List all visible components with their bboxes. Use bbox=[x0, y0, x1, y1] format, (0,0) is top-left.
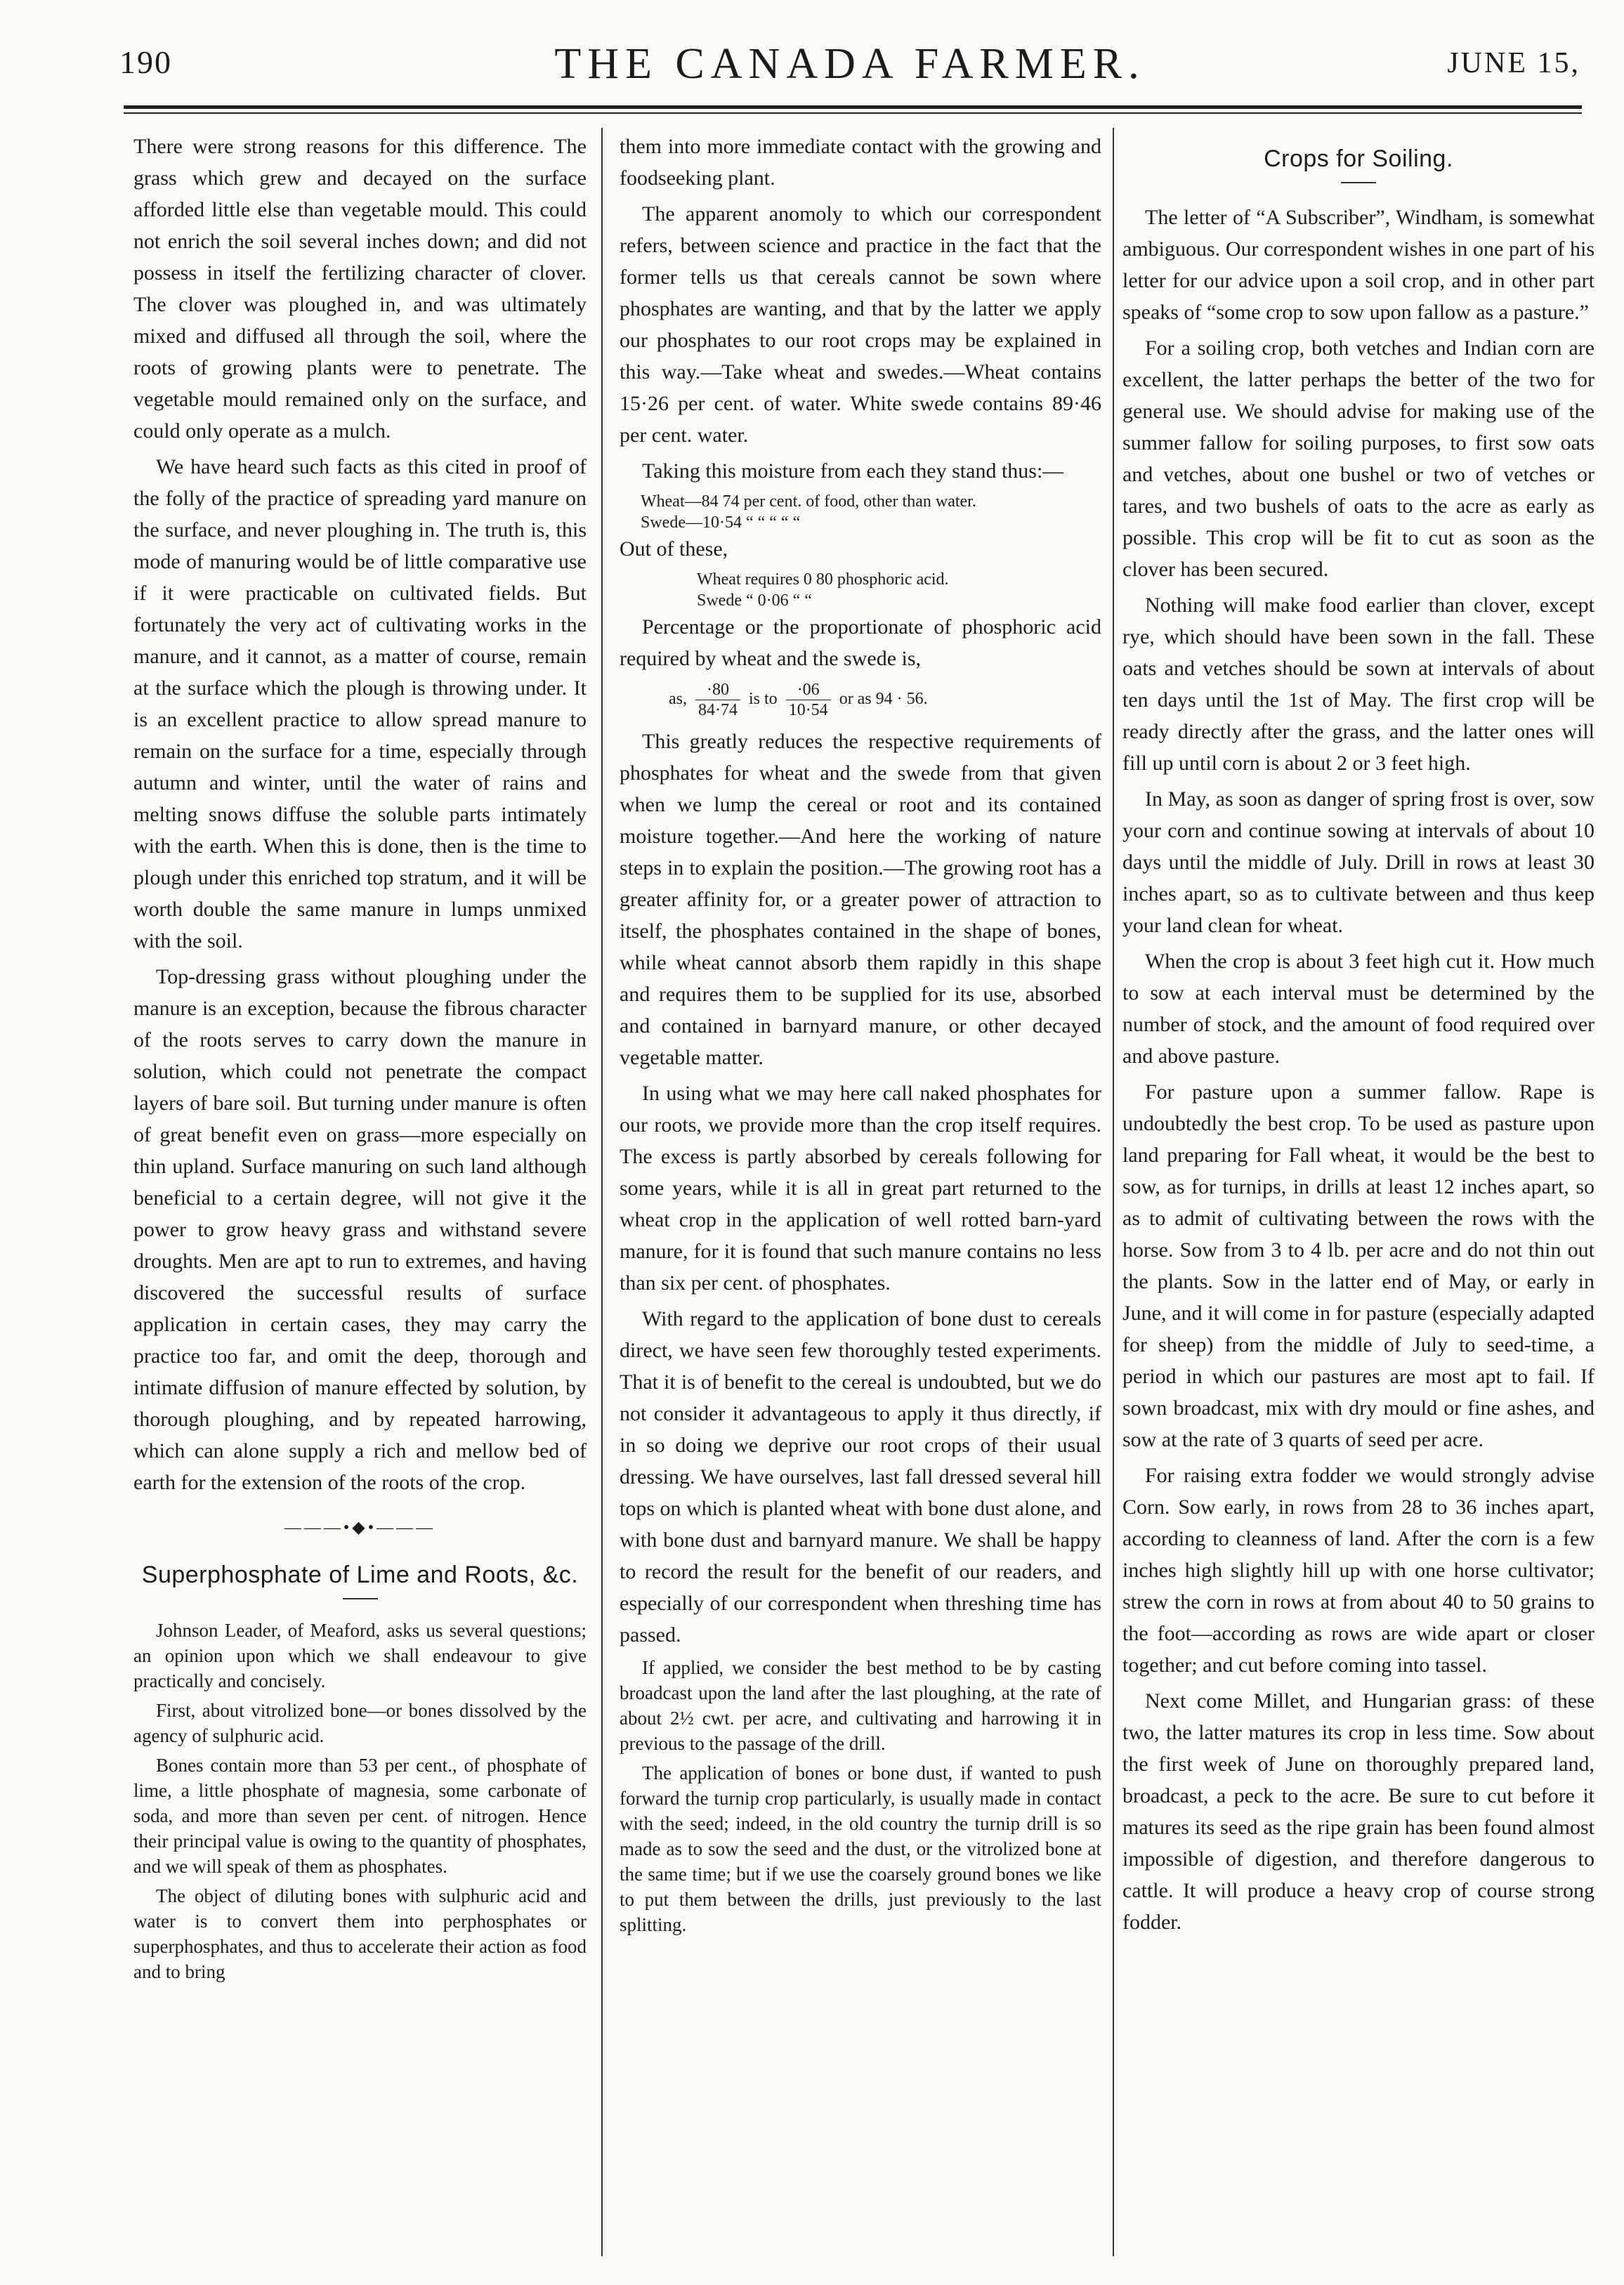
page-number: 190 bbox=[119, 44, 172, 80]
table-row: Swede “ 0·06 “ “ bbox=[697, 591, 812, 610]
paragraph: If applied, we consider the best method to be by casting broadcast upon the land after the last ploughing, at the rate of about 2½ cwt. per acre, and cultivating and harrowing it in previous to the passage of the drill. bbox=[620, 1657, 1101, 1754]
paragraph: The apparent anomoly to which our correspondent refers, between science and practice in the fact that the former tells us that cereals cannot be sown where phosphates are wanting, and that by the latter we apply our phosphates to our root crops may be explained in this way.—Take wheat and swedes.—Wheat contains 15·26 per cent. of water. White swede contains 89·46 per cent. water. bbox=[620, 202, 1101, 447]
newspaper-title: THE CANADA FARMER. bbox=[554, 40, 1146, 88]
paragraph: The object of diluting bones with sulphuric acid and water is to convert them into perphosphates or superphosphates, and thus to accelerate their action as food and to bring bbox=[133, 1885, 587, 1982]
paragraph: For raising extra fodder we would strongly advise Corn. Sow early, in rows from 28 to 36 inches apart, according to cleanness of land. After the corn is a few inches high slightly hill up with one horse cultivator; strew the corn in rows at from about 40 to 50 grains to the foot—according as rows are wide apart or closer together; and cut before coming into tassel. bbox=[1122, 1464, 1594, 1677]
table-row: Wheat—84 74 per cent. of food, other than water. bbox=[641, 492, 976, 511]
issue-date: JUNE 15, bbox=[1447, 47, 1580, 79]
heading-rule bbox=[343, 1598, 378, 1599]
paragraph: Out of these, bbox=[620, 537, 728, 561]
paragraph: Top-dressing grass without ploughing under the manure is an exception, because the fibrous character of the roots serves to carry down the manure in solution, which could not penetrate the compact layers of bare soil. But turning under manure is often of great benefit even on grass—more especially on thin upland. Surface manuring on such land although beneficial to a certain degree, will not give it the power to grow heavy grass and withstand severe droughts. Men are apt to run to extremes, and having discovered the successful results of surface application in certain cases, they may carry the practice too far, and omit the deep, thorough and intimate diffusion of manure effected by solution, by thorough ploughing, and by repeated harrowing, which can alone supply a rich and mellow bed of earth for the extension of the roots of the crop. bbox=[133, 965, 587, 1494]
heading-rule bbox=[1341, 182, 1376, 183]
paragraph: For pasture upon a summer fallow. Rape is undoubtedly the best crop. To be used as pasture upon land preparing for Fall wheat, it would be the best to sow, as for turnips, in drills at least 12 inches apart, so as to admit of cultivating between the rows with the horse. Sow from 3 to 4 lb. per acre and do not thin out the plants. Sow in the latter end of May, or early in June, and it will come in for pasture (especially adapted for sheep) from the middle of July to seed-time, a period in which our pastures are most apt to fail. If sown broadcast, mix with dry mould or fine ashes, and sow at the rate of 3 quarts of seed per acre. bbox=[1122, 1080, 1594, 1451]
paragraph: them into more immediate contact with the growing and foodseeking plant. bbox=[620, 135, 1101, 190]
column-3 bbox=[1122, 131, 1594, 2252]
page-header bbox=[119, 39, 1580, 107]
eq-text: as, bbox=[669, 690, 687, 709]
header-rule bbox=[124, 105, 1582, 109]
paragraph: Bones contain more than 53 per cent., of phosphate of lime, a little phosphate of magnesia, some carbonate of soda, and more than seven per cent. of nitrogen. Hence their principal value is owing to the quantity of phosphates, and we will speak of them as phosphates. bbox=[133, 1755, 587, 1877]
paragraph: We have heard such facts as this cited in proof of the folly of the practice of spreading yard manure on the surface, and never ploughing in. The truth is, this mode of manuring would be of little comparative use if it were practicable on cultivated fields. But fortunately the very act of cultivating works in the manure, and it cannot, as a matter of course, remain at the surface which the plough is throwing under. It is an excellent practice to allow spread manure to remain on the surface for a time, especially through autumn and winter, until the water of rains and melting snows diffuse the soluble parts intimately with the earth. When this is done, then is the time to plough under this enriched top stratum, and it will be worth double the same manure in lumps unmixed with the soil. bbox=[133, 455, 587, 952]
paragraph: With regard to the application of bone dust to cereals direct, we have seen few thoroughly tested experiments. That it is of benefit to the cereal is undoubted, but we do not consider it advantageous to apply it thus directly, if in so doing we deprive our root crops of their usual dressing. We have ourselves, last fall dressed several hill tops on which is planted wheat with bone dust alone, and with bone dust and barnyard manure. We shall be happy to record the result for the benefit of our readers, and especially of our correspondent when threshing time has passed. bbox=[620, 1307, 1101, 1646]
fraction bbox=[786, 680, 831, 720]
paragraph: In using what we may here call naked phosphates for our roots, we provide more than the crop itself requires. The excess is partly absorbed by cereals following for some years, while it is all in great part returned to the wheat crop in the application of well rotted barn-yard manure, for it is found that such manure contains no less than six per cent. of phosphates. bbox=[620, 1082, 1101, 1295]
column-1 bbox=[133, 131, 587, 2252]
paragraph: In May, as soon as danger of spring frost is over, sow your corn and continue sowing at intervals of about 10 days until the middle of July. Drill in rows at least 30 inches apart, so as to cultivate between and thus keep your land clean for wheat. bbox=[1122, 787, 1594, 937]
eq-text: or as 94 · 56. bbox=[839, 690, 928, 709]
paragraph: For a soiling crop, both vetches and Indian corn are excellent, the latter perhaps the better of the two for general use. We should advise for making use of the summer fallow for soiling purposes, to first sow oats and vetches, about one bushel or two of vetches or tares, and two bushels of oats to the acre as early as possible. This crop will be fit to cut as soon as the clover has been secured. bbox=[1122, 336, 1594, 581]
numerator: ·80 bbox=[695, 680, 740, 700]
table-row: Swede—10·54 “ “ “ “ “ bbox=[641, 513, 801, 532]
paragraph: This greatly reduces the respective requirements of phosphates for wheat and the swede from that given when we lump the cereal or root and its contained moisture together.—And here the working of nature steps in to explain the position.—The growing root has a greater affinity for, or a greater power of attraction to itself, the phosphates contained in the shape of bones, while wheat cannot absorb them rapidly in this shape and requires them to be supplied for its use, absorbed and contained in barnyard manure, or other decayed vegetable matter. bbox=[620, 730, 1101, 1069]
table-row: Wheat requires 0 80 phosphoric acid. bbox=[697, 570, 949, 589]
section-ornament: ———•◆•——— bbox=[284, 1519, 436, 1537]
paragraph: When the crop is about 3 feet high cut it. How much to sow at each interval must be determined by the number of stock, and the amount of food required over and above pasture. bbox=[1122, 950, 1594, 1068]
paragraph: The application of bones or bone dust, if wanted to push forward the turnip crop particularly, is usually made in contact with the seed; indeed, in the old country the turnip drill is so made as to sow the seed and the dust, or the vitrolized bone at the same time; but if we use the coarsely ground bones we like to put them between the drills, just previously to the last splitting. bbox=[620, 1762, 1101, 1935]
header-rule-thin bbox=[124, 112, 1582, 114]
fraction bbox=[695, 680, 740, 720]
paragraph: Percentage or the proportionate of phosphoric acid required by wheat and the swede is, bbox=[620, 615, 1101, 670]
paragraph: Taking this moisture from each they stand thus:— bbox=[642, 459, 1064, 483]
column-divider bbox=[1113, 128, 1114, 2256]
denominator: 10·54 bbox=[788, 701, 828, 719]
column-2 bbox=[620, 131, 1101, 2252]
equation bbox=[669, 680, 1101, 720]
paragraph: Johnson Leader, of Meaford, asks us several questions; an opinion upon which we shall endeavour to give practically and concisely. bbox=[133, 1620, 587, 1691]
article-heading: Superphosphate of Lime and Roots, &c. bbox=[141, 1561, 579, 1588]
numerator: ·06 bbox=[786, 680, 831, 700]
column-divider bbox=[601, 128, 603, 2256]
paragraph: The letter of “A Subscriber”, Windham, is somewhat ambiguous. Our correspondent wishes in one part of his letter for our advice upon a soil crop, and in other part speaks of “some crop to sow upon fallow as a pasture.” bbox=[1122, 206, 1594, 324]
article-heading: Crops for Soiling. bbox=[1264, 145, 1453, 172]
paragraph: First, about vitrolized bone—or bones dissolved by the agency of sulphuric acid. bbox=[133, 1700, 587, 1746]
eq-text: is to bbox=[749, 690, 778, 709]
paragraph: Next come Millet, and Hungarian grass: of these two, the latter matures its crop in less time. Sow about the first week of June on thoroughly prepared land, broadcast, a peck to the acre. Be sure to cut before it matures its seed as the ripe grain has been found almost impossible of digestion, and therefore dangerous to cattle. It will produce a heavy crop of course strong fodder. bbox=[1122, 1689, 1594, 1934]
paragraph: There were strong reasons for this difference. The grass which grew and decayed on the surface afforded little else than vegetable mould. This could not enrich the soil several inches down; and did not possess in itself the fertilizing character of clover. The clover was ploughed in, and was ultimately mixed and diffused all through the soil, where the roots of growing plants were to penetrate. The vegetable mould remained only on the surface, and could only operate as a mulch. bbox=[133, 135, 587, 443]
denominator: 84·74 bbox=[698, 701, 738, 719]
paragraph: Nothing will make food earlier than clover, except rye, which should have been sown in the fall. These oats and vetches should be sown at intervals of about ten days until the 1st of May. The first crop will be ready directly after the grass, and the latter ones will fill up until corn is about 2 or 3 feet high. bbox=[1122, 594, 1594, 775]
